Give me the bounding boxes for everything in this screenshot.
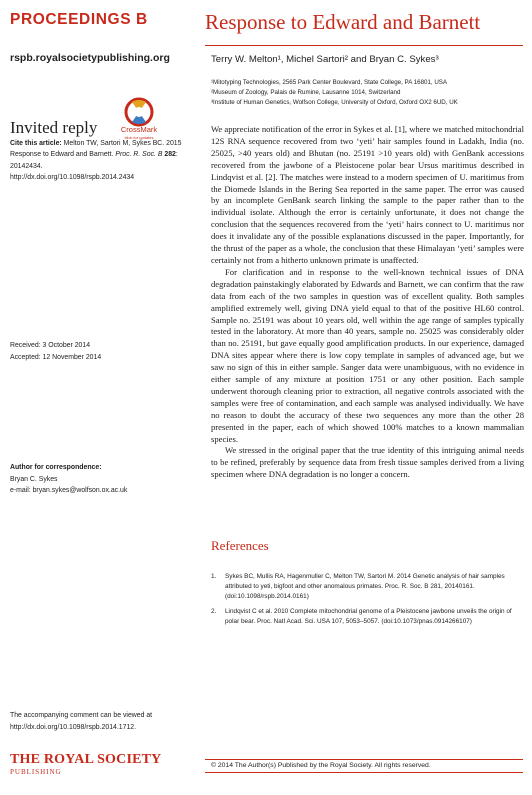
accompanying-comment-note: The accompanying comment can be viewed at http://dx.doi.org/10.1098/rspb.2014.1712. <box>10 712 153 731</box>
correspondence-heading: Author for correspondence: <box>10 464 102 471</box>
reference-text[interactable]: Lindqvist C et al. 2010 Complete mitochondrial genome of a Pleistocene jawbone unveils the origin of polar bear. Proc. Natl Acad. Sci. USA 107, 5053–5057. (doi:10.1073/pnas.0914266107) <box>225 608 512 625</box>
body-paragraph: We appreciate notification of the error in Sykes et al. [1], where we matched mitochondrial 12S RNA sequence recovered from two ‘yeti’ hair samples found in Ladakh, India (no. 25025, >40 years old) and Bhutan (no. 25191 >10 years old) with GenBank accessions recovered from the jawbone of a Pleistocene polar bear Ursus maritimus described in Lindqvist et al. [2]. The matches were instead to a modern specimen of U. maritimus from the Diomede Islands in the Bering Sea reported in the same paper. The error was caused by an incomplete GenBank search linking the sample to the paper rather than to the individual isolate. Although the error is certainly unfortunate, it does not change the conclusion that the sequences recovered from the ‘yeti’ hairs connect to U. maritimus nor does it invalidate any of the possible explanations discussed in the paper. Importantly, for the thrust of the paper as a whole, the conclusion that these Himalayan ‘yeti’ samples were certainly not from a hitherto unknown primate is unaffected. <box>211 124 524 265</box>
cite-article: : 20142434. <box>10 151 178 170</box>
publisher-logo: THE ROYAL SOCIETY <box>10 752 162 767</box>
reference-item <box>211 607 523 627</box>
affiliation: ³Institute of Human Genetics, Wolfson College, University of Oxford, Oxford OX2 6UD, UK <box>211 99 458 106</box>
correspondence-block <box>10 462 127 497</box>
journal-name: PROCEEDINGS B <box>10 11 148 28</box>
copyright-bar <box>205 759 523 773</box>
cite-label: Cite this article: <box>10 140 62 147</box>
body-paragraph: For clarification and in response to the well-known technical issues of DNA degradation painstakingly elaborated by Edwards and Barnett, we can confirm that the raw data from each of the two samples in question was of excellent quality. Both samples amplified extremely well, giving DNA yield equal to that of the positive HL60 control. Sample no. 25191 was about 10 years old, well within the age range of samples typically tested in the laboratory. At more than 40 years, sample no. 25025 was considerably older than no. 25191, but gave equally good amplification products. In our experience, damaged DNA sites appear where there is low copy template in samples of advanced age, but we saw no sign of this in either sample. Sanger data were unambiguous, with no evidence in either sample of any mixture at position 1751 or any other position. Each sample underwent thorough cleaning prior to extraction, all negative controls associated with the samples were free of contamination, and each sample was analysed individually. We have no reason to doubt the accuracy of these two sequences any more than the other 28 presented in the paper, each of which showed 100% matches to a known mammalian species. <box>211 266 524 444</box>
received-date: Received: 3 October 2014 <box>10 342 91 349</box>
cite-journal: Proc. R. Soc. B <box>115 151 163 159</box>
title-rule <box>205 45 523 46</box>
reference-item <box>211 572 523 602</box>
copyright-text: © 2014 The Author(s) Published by the Royal Society. All rights reserved. <box>211 762 431 769</box>
article-title: Response to Edward and Barnett <box>205 10 481 34</box>
affiliations <box>211 78 523 108</box>
body-paragraph: We stressed in the original paper that the true identity of this intriguing animal needs to be refined, preferably by sequence data from fresh tissue samples derived from a living specimen where DNA degradation is no longer a concern. <box>211 445 524 480</box>
journal-website-link[interactable]: rspb.royalsocietypublishing.org <box>10 52 170 64</box>
correspondence-name: Bryan C. Sykes <box>10 475 58 483</box>
article-body <box>211 124 524 481</box>
article-type: Invited reply <box>10 118 98 137</box>
citation-block <box>10 138 195 184</box>
publisher-logo-sub: PUBLISHING <box>10 768 62 776</box>
correspondence-email[interactable]: e-mail: bryan.sykes@wolfson.ox.ac.uk <box>10 487 128 494</box>
cite-text: Melton TW, Sartori M, Sykes BC. 2015 Response to Edward and Barnett. <box>10 140 182 159</box>
references-heading: References <box>211 538 269 553</box>
cite-volume: 282 <box>164 151 176 159</box>
dates-block <box>10 340 101 363</box>
crossmark-icon[interactable] <box>119 94 159 142</box>
reference-number: 1. <box>211 573 217 580</box>
affiliation: ²Museum of Zoology, Palais de Rumine, Lausanne 1014, Switzerland <box>211 89 401 96</box>
reference-list <box>211 572 523 632</box>
cite-doi-link[interactable]: http://dx.doi.org/10.1098/rspb.2014.2434 <box>10 174 135 182</box>
author-list: Terry W. Melton¹, Michel Sartori² and Bryan C. Sykes³ <box>211 54 439 65</box>
reference-number: 2. <box>211 608 217 615</box>
affiliation: ¹Mitotyping Technologies, 2565 Park Center Boulevard, State College, PA 16801, USA <box>211 79 448 86</box>
accepted-date: Accepted: 12 November 2014 <box>10 353 102 361</box>
crossmark-label: CrossMark <box>120 125 158 134</box>
crossmark-sub: click for updates <box>124 135 154 140</box>
reference-text[interactable]: Sykes BC, Mullis RA, Hagenmuller C, Melton TW, Sartori M. 2014 Genetic analysis of hair samples attributed to yeti, bigfoot and other anomalous primates. Proc. R. Soc. B 281, 20140161. (doi:10.1098/rspb.2014.0161) <box>225 573 505 600</box>
